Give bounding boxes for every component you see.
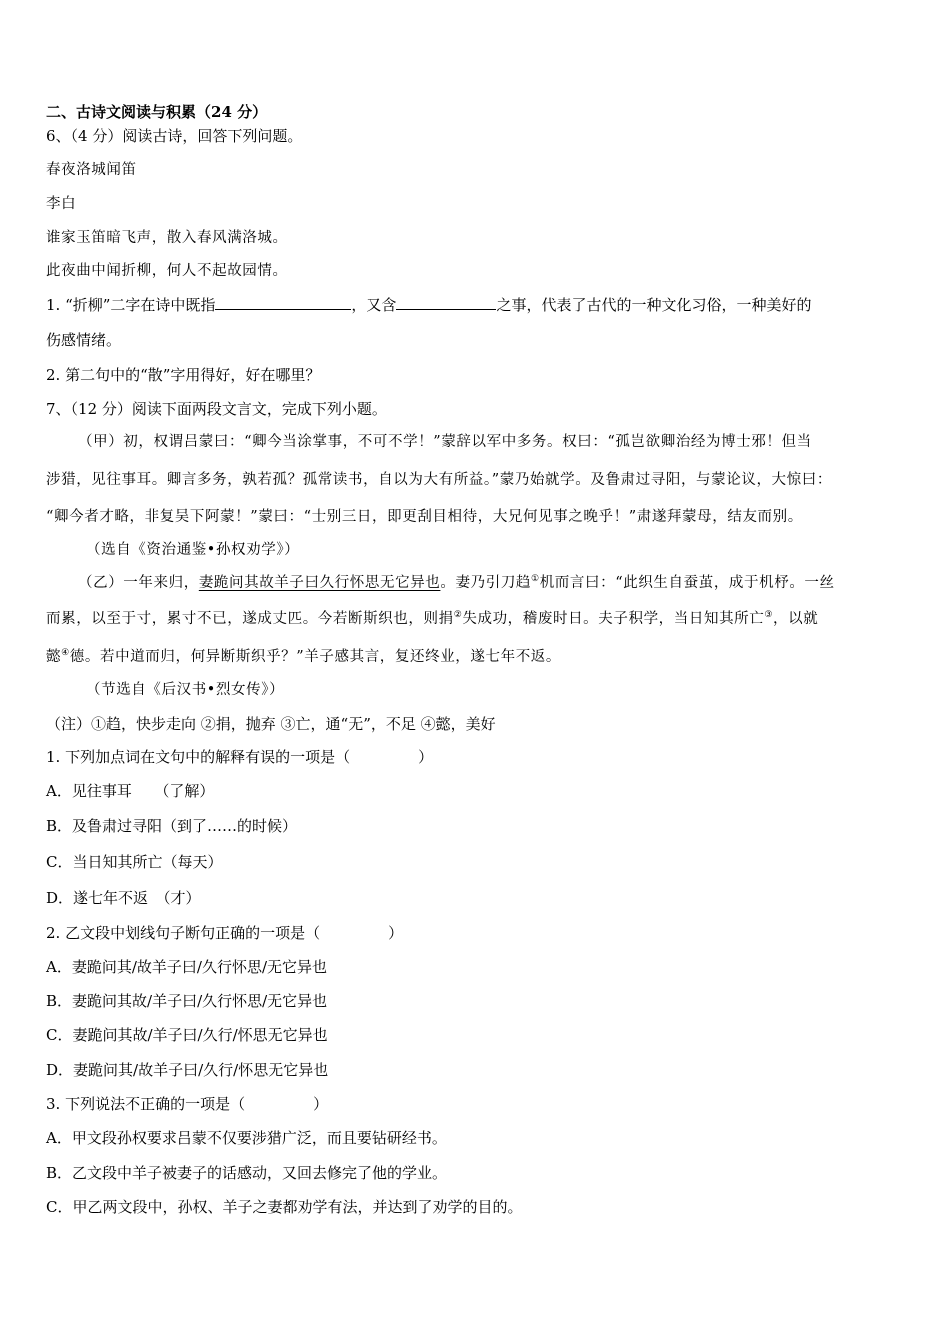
poem-line-1: 谁家玉笛暗飞声，散入春风满洛城。	[46, 230, 288, 246]
q7-sub2-option-d: D．妻跪问其/故羊子曰/久行/怀思无它异也	[46, 1061, 329, 1079]
yi-line-3	[46, 647, 561, 667]
q7-sub1-stem: 1. 下列加点词在文句中的解释有误的一项是（	[46, 748, 351, 766]
q6-sub1-text-a: 1. “折柳”二字在诗中既指	[46, 296, 216, 314]
yi-line-3-b: 德。若中道而归，何异断斯织乎？”羊子感其言，复还终业，遂七年不返。	[69, 649, 561, 665]
q7-sub2	[46, 923, 403, 943]
jia-line-3: “卿今者才略，非复吴下阿蒙！”蒙曰：“士别三日，即更刮目相待，大兄何见事之晚乎！”肃遂拜蒙母，结友而别。	[46, 509, 803, 525]
q7-sub3-option-b: B．乙文段中羊子被妻子的话感动，又回去修完了他的学业。	[46, 1164, 448, 1182]
q7-sub3-close: ）	[313, 1095, 329, 1113]
q7-sub3	[46, 1094, 328, 1114]
yi-line-1-b: 。妻乃引刀趋	[440, 575, 532, 591]
q6-stem: 6、（4 分）阅读古诗，回答下列问题。	[46, 127, 303, 145]
yi-line-2	[46, 609, 818, 629]
q6-sub1	[46, 294, 811, 315]
yi-line-2-c: ，以就	[773, 611, 819, 627]
q7-sub3-stem: 3. 下列说法不正确的一项是（	[46, 1095, 246, 1113]
q6-sub1-text-b: ，又含	[351, 296, 397, 314]
poem-author: 李白	[46, 196, 77, 212]
q7-sub1	[46, 747, 433, 767]
yi-line-3-a: 懿	[46, 649, 62, 665]
yi-line-1	[78, 573, 835, 593]
note-marker-2: ②	[453, 610, 463, 621]
q6-sub1-cont: 伤感情绪。	[46, 331, 122, 349]
notes: （注）①趋，快步走向 ②捐，抛弃 ③亡，通“无”，不足 ④懿，美好	[46, 715, 496, 733]
yi-source: （节选自《后汉书•烈女传》）	[86, 682, 285, 698]
q7-sub2-option-c: C．妻跪问其故/羊子曰/久行/怀思无它异也	[46, 1026, 328, 1044]
underlined-sentence: 妻跪问其故羊子曰久行怀思无它异也	[198, 575, 441, 591]
note-marker-1: ①	[531, 574, 540, 585]
q7-sub1-close: ）	[418, 748, 434, 766]
poem-title: 春夜洛城闻笛	[46, 162, 137, 178]
section-title: 二、古诗文阅读与积累（24 分）	[46, 103, 268, 121]
yi-line-1-c: 机而言曰：“此织生自蚕茧，成于机杼。一丝	[539, 575, 835, 591]
answer-blank-2[interactable]	[396, 294, 496, 310]
answer-blank-1[interactable]	[215, 294, 351, 310]
yi-line-2-b: 失成功，稽废时日。夫子积学，当日知其所亡	[462, 611, 765, 627]
jia-source: （选自《资治通鉴•孙权劝学》）	[86, 542, 300, 558]
note-marker-3: ③	[764, 610, 774, 621]
q7-sub3-option-c: C．甲乙两文段中，孙权、羊子之妻都劝学有法，并达到了劝学的目的。	[46, 1198, 523, 1216]
q7-sub2-option-b: B．妻跪问其故/羊子曰/久行怀思/无它异也	[46, 992, 328, 1010]
poem-line-2: 此夜曲中闻折柳，何人不起故园情。	[46, 263, 288, 279]
yi-line-1-a: （乙）一年来归，	[78, 575, 199, 591]
q7-sub2-stem: 2. 乙文段中划线句子断句正确的一项是（	[46, 924, 321, 942]
jia-line-1: （甲）初，权谓吕蒙曰：“卿今当涂掌事，不可不学！”蒙辞以军中多务。权曰：“孤岂欲卿治经为博士邪！但当	[78, 434, 812, 450]
q7-sub2-close: ）	[388, 924, 404, 942]
q7-sub3-option-a: A．甲文段孙权要求吕蒙不仅要涉猎广泛，而且要钻研经书。	[46, 1129, 447, 1147]
note-marker-4: ④	[61, 648, 70, 659]
q7-sub1-option-c: C．当日知其所亡（每天）	[46, 853, 223, 871]
yi-line-2-a: 而累，以至于寸，累寸不已，遂成丈匹。今若断斯织也，则捐	[46, 611, 454, 627]
q6-sub1-text-c: 之事，代表了古代的一种文化习俗，一种美好的	[496, 296, 812, 314]
q7-sub1-option-a: A．见往事耳 （了解）	[46, 782, 215, 800]
q7-sub2-option-a: A．妻跪问其/故羊子曰/久行怀思/无它异也	[46, 958, 327, 976]
q6-sub2: 2. 第二句中的“散”字用得好，好在哪里？	[46, 366, 321, 384]
q7-stem: 7、（12 分）阅读下面两段文言文，完成下列小题。	[46, 400, 387, 418]
q7-sub1-option-d: D．遂七年不返 （才）	[46, 889, 201, 907]
jia-line-2: 涉猎，见往事耳。卿言多务，孰若孤？孤常读书，自以为大有所益。”蒙乃始就学。及鲁肃过寻阳，与蒙论议，大惊曰：	[46, 472, 832, 488]
q7-sub1-option-b: B．及鲁肃过寻阳（到了……的时候）	[46, 817, 298, 835]
